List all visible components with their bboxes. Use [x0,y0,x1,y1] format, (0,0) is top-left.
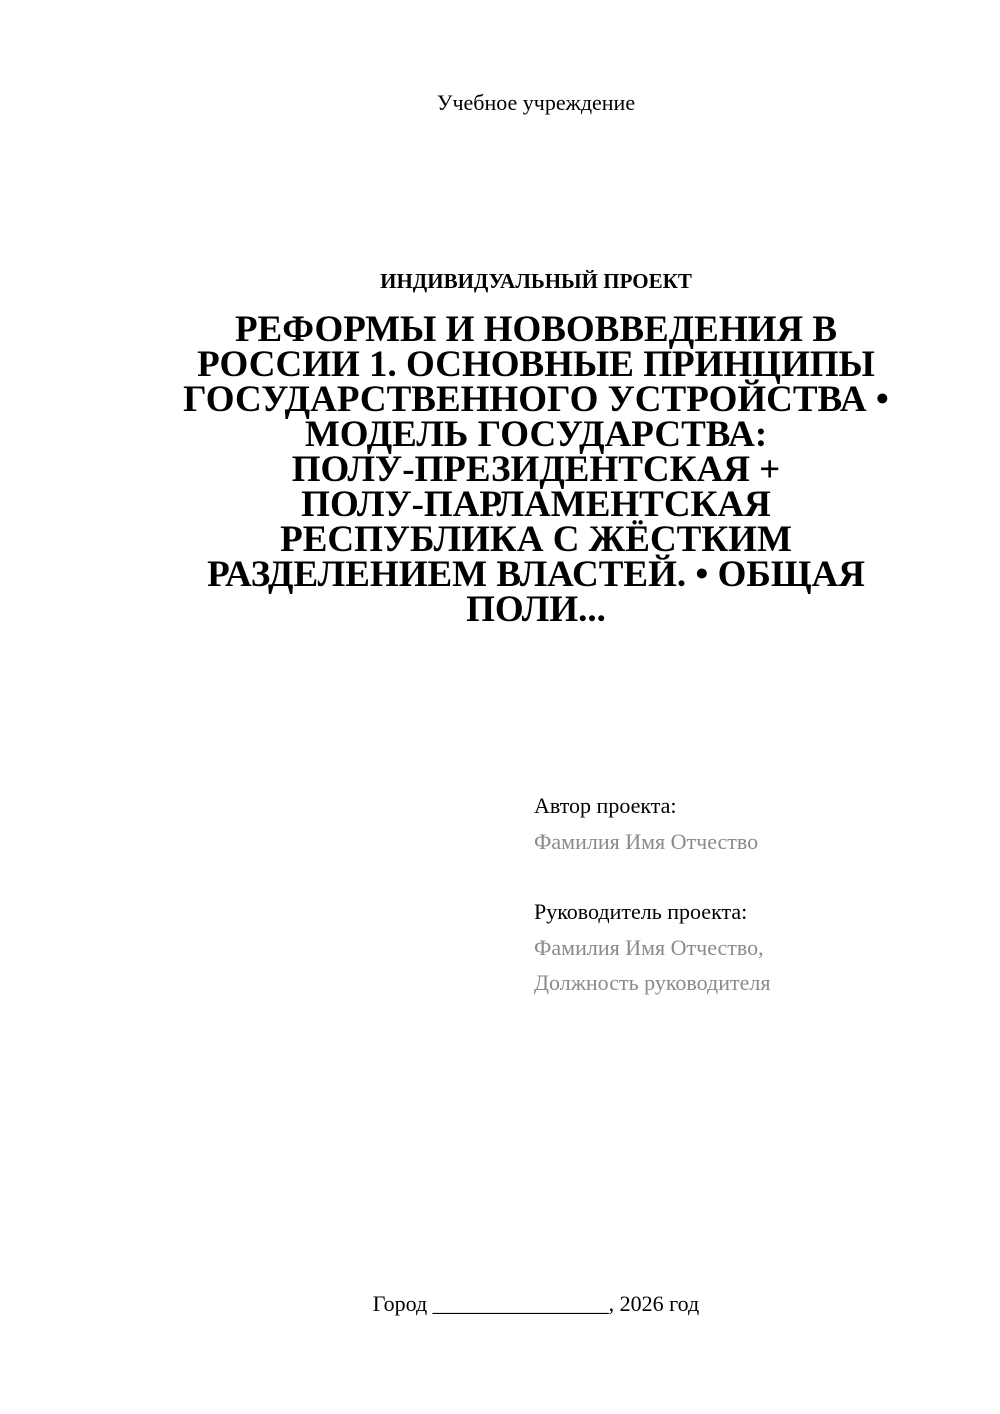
project-title-line: ГОСУДАРСТВЕННОГО УСТРОЙСТВА • [183,379,889,420]
institution-name: Учебное учреждение [436,90,636,115]
author-name: Фамилия Имя Отчество [534,828,759,854]
city-year-footer: Город ________________, 2026 год [372,1291,700,1316]
project-title-line: РЕСПУБЛИКА С ЖЁСТКИМ [280,519,792,560]
credits-spacer [534,859,974,894]
author-label: Автор проекта: [534,793,677,818]
supervisor-position: Должность руководителя [534,970,771,995]
supervisor-label: Руководитель проекта: [534,899,748,924]
project-title-line: ПОЛУ-ПАРЛАМЕНТСКАЯ [301,484,771,525]
project-title-line: ПОЛИ... [466,589,606,630]
project-title-line: РОССИИ 1. ОСНОВНЫЕ ПРИНЦИПЫ [197,344,875,385]
project-title-line: РЕФОРМЫ И НОВОВВЕДЕНИЯ В [234,309,838,350]
credits-block [534,788,974,1001]
project-title-line: ПОЛУ-ПРЕЗИДЕНТСКАЯ + [291,449,781,490]
project-title-line: МОДЕЛЬ ГОСУДАРСТВА: [304,414,768,455]
project-title [150,309,922,630]
project-title-line: РАЗДЕЛЕНИЕМ ВЛАСТЕЙ. • ОБЩАЯ [207,554,865,595]
project-type-heading: ИНДИВИДУАЛЬНЫЙ ПРОЕКТ [380,269,692,293]
supervisor-name: Фамилия Имя Отчество, [534,934,764,960]
